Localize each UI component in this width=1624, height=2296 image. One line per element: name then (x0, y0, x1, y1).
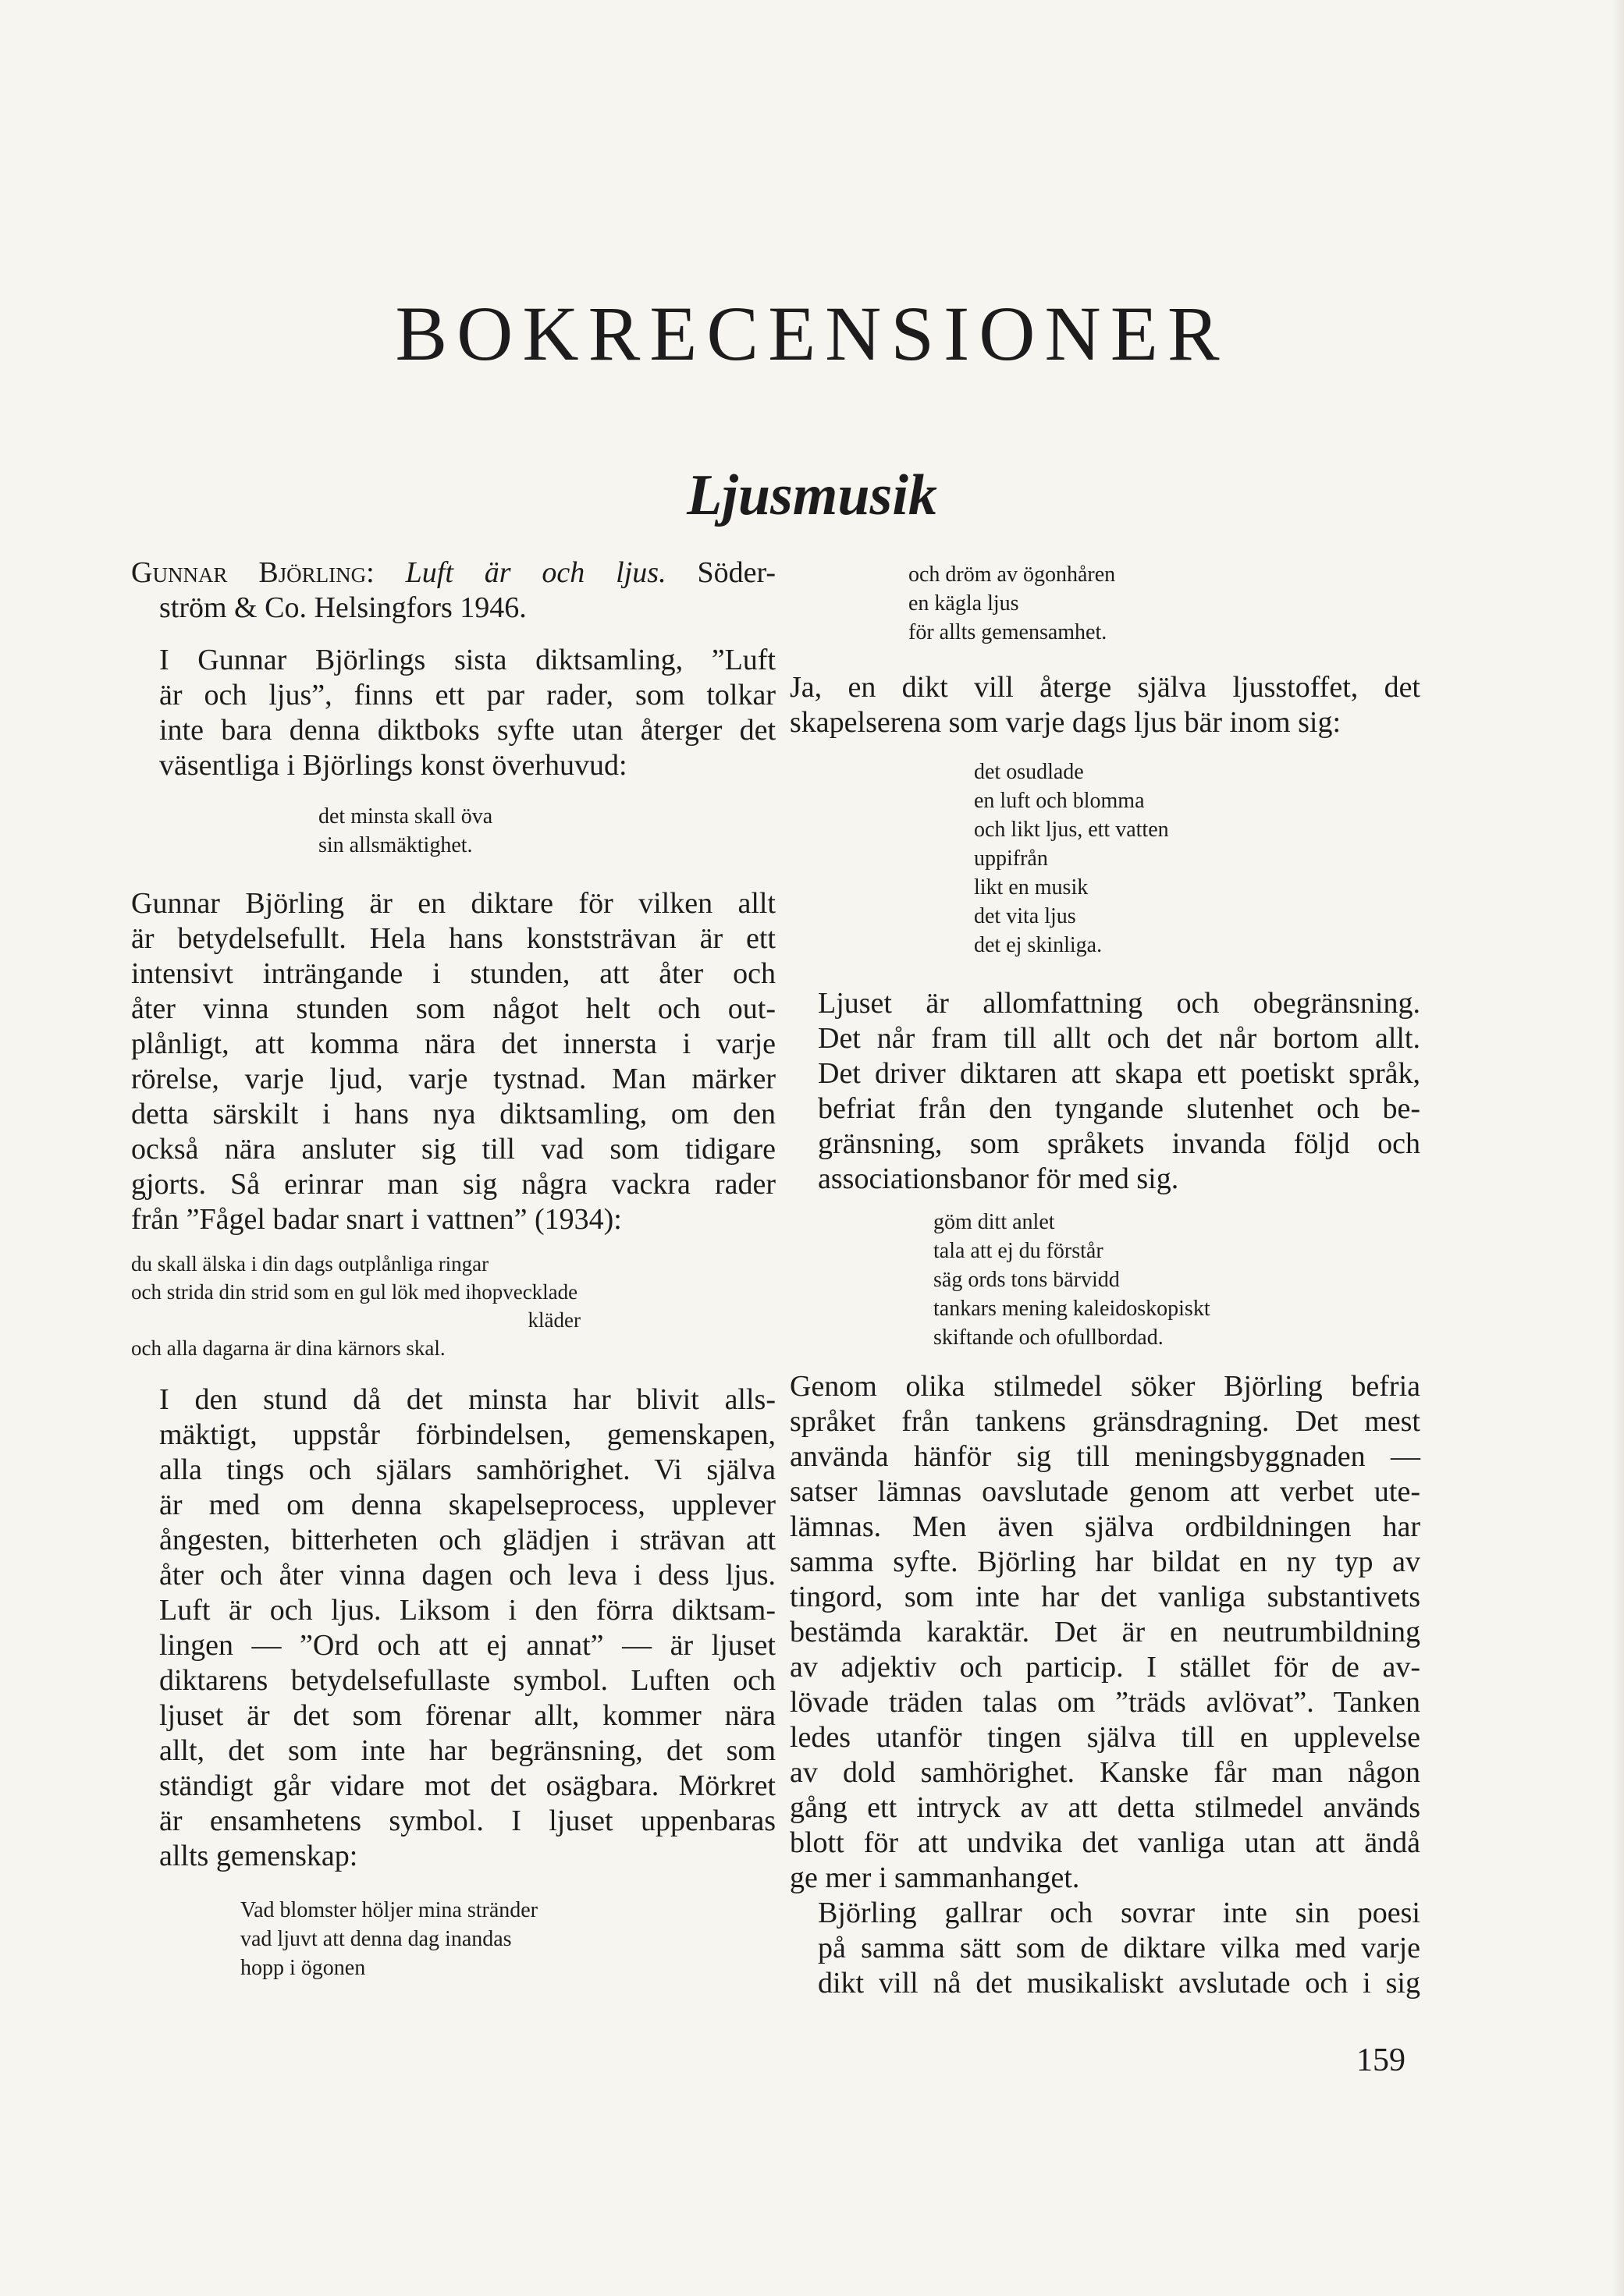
text-line: ljuset är det som förenar allt, kommer nära (159, 1699, 776, 1732)
text-line: är och ljus”, finns ett par rader, som tolkar (159, 679, 776, 712)
poem-line: tala att ej du förstår (933, 1239, 1103, 1263)
text-line: Det driver diktaren att skapa ett poetiskt språk, (818, 1057, 1420, 1090)
text-line: ångesten, bitterheten och glädjen i strävan att (159, 1524, 776, 1556)
citation-line-2: ström & Co. Helsingfors 1946. (159, 591, 527, 624)
paragraph (131, 1382, 776, 1874)
text-line: inte bara denna diktboks syfte utan återger det (159, 714, 776, 747)
citation-author: Gunnar Björling: (131, 556, 375, 589)
poem-line: du skall älska i din dags outplånliga ringar (131, 1252, 489, 1276)
poem-quote (240, 1896, 776, 1982)
text-line: tingord, som inte har det vanliga substantivets (790, 1581, 1420, 1613)
text-line: använda hänför sig till meningsbyggnaden — (790, 1440, 1420, 1473)
text-line: ständigt går vidare mot det osägbara. Mörkret (159, 1769, 776, 1802)
text-line: satser lämnas oavslutade genom att verbet ute- (790, 1475, 1420, 1508)
text-line: på samma sätt som de diktare vilka med varje (818, 1932, 1420, 1964)
text-line: lämnas. Men även själva ordbildningen har (790, 1510, 1420, 1543)
poem-quote (908, 560, 1420, 647)
text-line: Ja, en dikt vill återge själva ljusstoffet, det (790, 671, 1420, 704)
text-line: bestämda karaktär. Det är en neutrumbildning (790, 1616, 1420, 1648)
poem-quote (131, 1250, 776, 1362)
text-line: lövade träden talas om ”träds avlövat”. Tanken (790, 1686, 1420, 1719)
text-line: är ensamhetens symbol. I ljuset uppenbaras (159, 1805, 776, 1837)
poem-line: för allts gemensamhet. (908, 620, 1107, 644)
text-line: gränsning, som språkets invanda följd och (818, 1127, 1420, 1160)
text-line: ge mer i sammanhanget. (790, 1861, 1080, 1894)
text-line: Gunnar Björling är en diktare för vilken allt (131, 887, 776, 920)
text-line: också nära ansluter sig till vad som tidigare (131, 1133, 776, 1166)
text-line: allts gemenskap: (159, 1840, 358, 1872)
poem-line: hopp i ögonen (240, 1956, 366, 1980)
text-line: dikt vill nå det musikaliskt avslutade och i sig (818, 1967, 1420, 2000)
poem-line: kläder (528, 1308, 581, 1332)
poem-line: vad ljuvt att denna dag inandas (240, 1927, 512, 1951)
text-line: samma syfte. Björling har bildat en ny typ av (790, 1545, 1420, 1578)
citation (131, 555, 776, 626)
poem-line: och alla dagarna är dina kärnors skal. (131, 1336, 446, 1360)
text-line: I Gunnar Björlings sista diktsamling, ”Luft (159, 644, 776, 676)
paragraph (790, 986, 1420, 1197)
text-line: ledes utanför tingen själva till en upplevelse (790, 1721, 1420, 1754)
text-line: befriat från den tyngande slutenhet och be- (818, 1092, 1420, 1125)
text-line: allt, det som inte har begränsning, det som (159, 1734, 776, 1767)
text-line: blott för att undvika det vanliga utan att ändå (790, 1826, 1420, 1859)
poem-line: skiftande och ofullbordad. (933, 1325, 1164, 1350)
citation-book-title: Luft är och ljus. (405, 556, 666, 589)
text-line: lingen — ”Ord och att ej annat” — är ljuset (159, 1629, 776, 1662)
text-line: är betydelsefullt. Hela hans konststrävan är ett (131, 922, 776, 955)
text-line: diktarens betydelsefullaste symbol. Luften och (159, 1664, 776, 1697)
poem-line: tankars mening kaleidoskopiskt (933, 1297, 1210, 1321)
paragraph (131, 643, 776, 783)
poem-line: och strida din strid som en gul lök med ihopvecklade (131, 1280, 578, 1304)
citation-tail: Söder- (697, 556, 776, 589)
text-line: plånligt, att komma nära det innersta i varje (131, 1027, 776, 1060)
paragraph (790, 1369, 1420, 1896)
paragraph (790, 1896, 1420, 2001)
text-line: skapelserena som varje dags ljus bär inom sig: (790, 706, 1341, 739)
text-line: intensivt inträngande i stunden, att åter och (131, 957, 776, 990)
text-line: alla tings och själars samhörighet. Vi själva (159, 1453, 776, 1486)
poem-line: uppifrån (974, 846, 1048, 871)
text-line: Ljuset är allomfattning och obegränsning. (818, 987, 1420, 1020)
text-line: av dold samhörighet. Kanske får man någon (790, 1756, 1420, 1789)
text-line: Genom olika stilmedel söker Björling befria (790, 1370, 1420, 1403)
poem-line: likt en musik (974, 875, 1089, 900)
poem-line: säg ords tons bärvidd (933, 1268, 1120, 1292)
text-line: mäktigt, uppstår förbindelsen, gemenskapen, (159, 1418, 776, 1451)
poem-line: sin allsmäktighet. (318, 833, 473, 857)
poem-line: en kägla ljus (908, 591, 1019, 616)
poem-quote (933, 1208, 1420, 1352)
review-title: Ljusmusik (687, 463, 937, 527)
text-line: I den stund då det minsta har blivit alls- (159, 1383, 776, 1416)
poem-line: det minsta skall öva (318, 804, 493, 829)
poem-line: Vad blomster höljer mina stränder (240, 1898, 538, 1922)
poem-line: det vita ljus (974, 904, 1076, 928)
text-line: associationsbanor för med sig. (818, 1162, 1179, 1195)
citation-line-1 (131, 555, 776, 591)
text-line: åter vinna stunden som något helt och out- (131, 992, 776, 1025)
right-column (790, 555, 1420, 2001)
text-line: gjorts. Så erinrar man sig några vackra rader (131, 1168, 776, 1201)
poem-line: och likt ljus, ett vatten (974, 818, 1169, 842)
text-line: språket från tankens gränsdragning. Det mest (790, 1405, 1420, 1438)
text-line: rörelse, varje ljud, varje tystnad. Man märker (131, 1063, 776, 1095)
poem-line: det ej skinliga. (974, 933, 1103, 957)
left-column (131, 555, 776, 1982)
paragraph (131, 886, 776, 1237)
text-line: detta särskilt i hans nya diktsamling, om den (131, 1098, 776, 1130)
text-line: väsentliga i Björlings konst överhuvud: (159, 749, 627, 782)
poem-line: och dröm av ögonhåren (908, 562, 1116, 587)
poem-quote (974, 758, 1420, 960)
poem-line: det osudlade (974, 760, 1084, 784)
text-line: Det når fram till allt och det når bortom allt. (818, 1022, 1420, 1055)
text-line: åter och åter vinna dagen och leva i dess ljus. (159, 1559, 776, 1592)
section-heading: BOKRECENSIONER (395, 290, 1229, 377)
page-number: 159 (1356, 2042, 1405, 2078)
text-line: från ”Fågel badar snart i vattnen” (1934): (131, 1203, 622, 1236)
text-line: är med om denna skapelseprocess, upplever (159, 1489, 776, 1521)
text-line: Björling gallrar och sovrar inte sin poesi (818, 1897, 1420, 1929)
poem-line: göm ditt anlet (933, 1210, 1055, 1234)
poem-line: en luft och blomma (974, 789, 1145, 813)
text-line: Luft är och ljus. Liksom i den förra diktsam- (159, 1594, 776, 1627)
text-line: av adjektiv och particip. I stället för de av- (790, 1651, 1420, 1684)
text-line: gång ett intryck av att detta stilmedel används (790, 1791, 1420, 1824)
poem-quote (318, 802, 776, 860)
paragraph (790, 670, 1420, 740)
